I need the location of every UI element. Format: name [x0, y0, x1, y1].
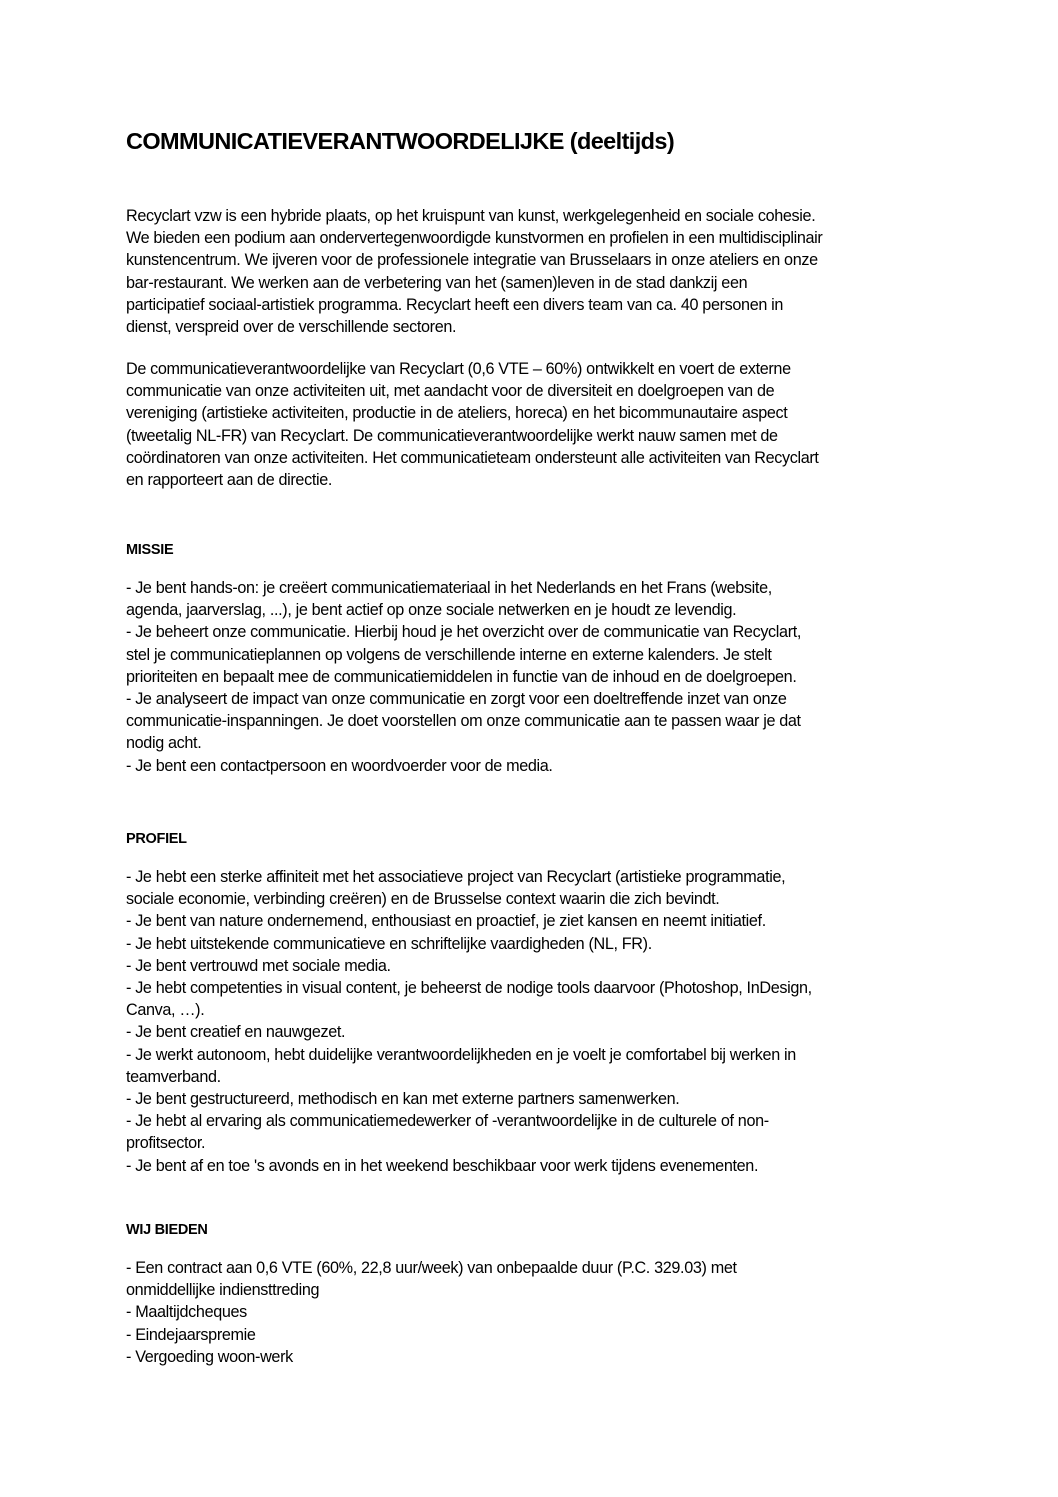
list-item: [126, 1257, 936, 1301]
list-item: [126, 1155, 936, 1177]
text-line: communicatie-inspanningen. Je doet voorstellen om onze communicatie aan te passen waar je dat: [126, 712, 801, 731]
text-line: participatief sociaal-artistiek programma. Recyclart heeft een divers team van ca. 40 personen in: [126, 295, 784, 314]
section-heading-wij-bieden: WIJ BIEDEN: [126, 1222, 208, 1238]
list-item: [126, 866, 936, 910]
text-line: teamverband.: [126, 1067, 221, 1086]
text-line: We bieden een podium aan ondervertegenwoordigde kunstvormen en profielen in een multidisciplinair: [126, 229, 823, 248]
text-line: - Je beheert onze communicatie. Hierbij houd je het overzicht over de communicatie van Recyclart,: [126, 623, 802, 642]
text-line: - Je hebt competenties in visual content, je beheerst de nodige tools daarvoor (Photoshop, InDesign,: [126, 979, 812, 998]
text-line: - Eindejaarspremie: [126, 1325, 256, 1344]
list-item: [126, 577, 936, 621]
text-line: - Je bent af en toe 's avonds en in het weekend beschikbaar voor werk tijdens evenementen.: [126, 1156, 759, 1175]
text-line: onmiddellijke indiensttreding: [126, 1281, 320, 1300]
intro-paragraph-organisation: [126, 205, 936, 338]
text-line: - Je bent vertrouwd met sociale media.: [126, 956, 391, 975]
list-item: [126, 1021, 936, 1043]
text-line: - Je analyseert de impact van onze communicatie en zorgt voor een doeltreffende inzet van onze: [126, 690, 787, 709]
missie-list: [126, 577, 936, 777]
list-item: [126, 955, 936, 977]
section-heading-missie: MISSIE: [126, 542, 174, 558]
text-line: - Maaltijdcheques: [126, 1303, 247, 1322]
text-line: De communicatieverantwoordelijke van Recyclart (0,6 VTE – 60%) ontwikkelt en voert de externe: [126, 360, 791, 378]
text-line: - Je bent hands-on: je creëert communicatiemateriaal in het Nederlands en het Frans (website,: [126, 579, 772, 597]
page-title: COMMUNICATIEVERANTWOORDELIJKE (deeltijds): [126, 128, 675, 154]
text-line: profitsector.: [126, 1134, 206, 1153]
text-line: (tweetalig NL-FR) van Recyclart. De communicatieverantwoordelijke werkt nauw samen met de: [126, 426, 778, 445]
text-line: dienst, verspreid over de verschillende sectoren.: [126, 318, 457, 337]
text-line: kunstencentrum. We ijveren voor de professionele integratie van Brusselaars in onze ateliers en onze: [126, 251, 818, 270]
intro-paragraph-role: [126, 358, 936, 491]
list-item: [126, 621, 936, 688]
text-line: - Een contract aan 0,6 VTE (60%, 22,8 uur/week) van onbepaalde duur (P.C. 329.03) met: [126, 1259, 737, 1277]
text-line: vereniging (artistieke activiteiten, productie in de ateliers, horeca) en het bicommunautaire aspect: [126, 404, 788, 423]
list-item: [126, 1346, 936, 1368]
list-item: [126, 977, 936, 1021]
list-item: [126, 688, 936, 755]
text-line: - Je hebt al ervaring als communicatiemedewerker of -verantwoordelijke in de culturele of non-: [126, 1112, 769, 1131]
text-line: Recyclart vzw is een hybride plaats, op het kruispunt van kunst, werkgelegenheid en sociale cohesie.: [126, 207, 816, 225]
text-line: en rapporteert aan de directie.: [126, 471, 333, 490]
list-item: [126, 1044, 936, 1088]
list-item: [126, 1110, 936, 1154]
text-line: - Je hebt een sterke affiniteit met het associatieve project van Recyclart (artistieke programmatie,: [126, 868, 786, 886]
list-item: [126, 1301, 936, 1323]
text-line: prioriteiten en bepaalt mee de communicatiemiddelen in functie van de inhoud en de doelgroepen.: [126, 667, 797, 686]
text-line: - Je hebt uitstekende communicatieve en schriftelijke vaardigheden (NL, FR).: [126, 934, 652, 953]
list-item: [126, 755, 936, 777]
text-line: - Je bent van nature ondernemend, enthousiast en proactief, je ziet kansen en neemt initiatief.: [126, 912, 766, 931]
text-line: nodig acht.: [126, 734, 202, 753]
text-line: - Je bent creatief en nauwgezet.: [126, 1023, 346, 1042]
list-item: [126, 1324, 936, 1346]
text-line: - Je werkt autonoom, hebt duidelijke verantwoordelijkheden en je voelt je comfortabel bij werken in: [126, 1045, 796, 1064]
list-item: [126, 933, 936, 955]
text-line: agenda, jaarverslag, ...), je bent actief op onze sociale netwerken en je houdt ze levendig.: [126, 601, 737, 620]
list-item: [126, 910, 936, 932]
text-line: coördinatoren van onze activiteiten. Het communicatieteam ondersteunt alle activiteiten van Recyclart: [126, 448, 819, 467]
text-line: bar-restaurant. We werken aan de verbetering van het (samen)leven in de stad dankzij een: [126, 273, 748, 292]
text-line: sociale economie, verbinding creëren) en de Brusselse context waarin die zich bevindt.: [126, 890, 720, 909]
section-heading-profiel: PROFIEL: [126, 831, 187, 847]
text-line: - Vergoeding woon-werk: [126, 1347, 293, 1366]
text-line: - Je bent een contactpersoon en woordvoerder voor de media.: [126, 756, 553, 775]
profiel-list: [126, 866, 936, 1177]
text-line: communicatie van onze activiteiten uit, met aandacht voor de diversiteit en doelgroepen van de: [126, 382, 775, 401]
text-line: stel je communicatieplannen op volgens de verschillende interne en externe kalenders. Je stelt: [126, 645, 772, 664]
wij-bieden-list: [126, 1257, 936, 1368]
text-line: Canva, …).: [126, 1001, 205, 1020]
text-line: - Je bent gestructureerd, methodisch en kan met externe partners samenwerken.: [126, 1090, 680, 1109]
list-item: [126, 1088, 936, 1110]
